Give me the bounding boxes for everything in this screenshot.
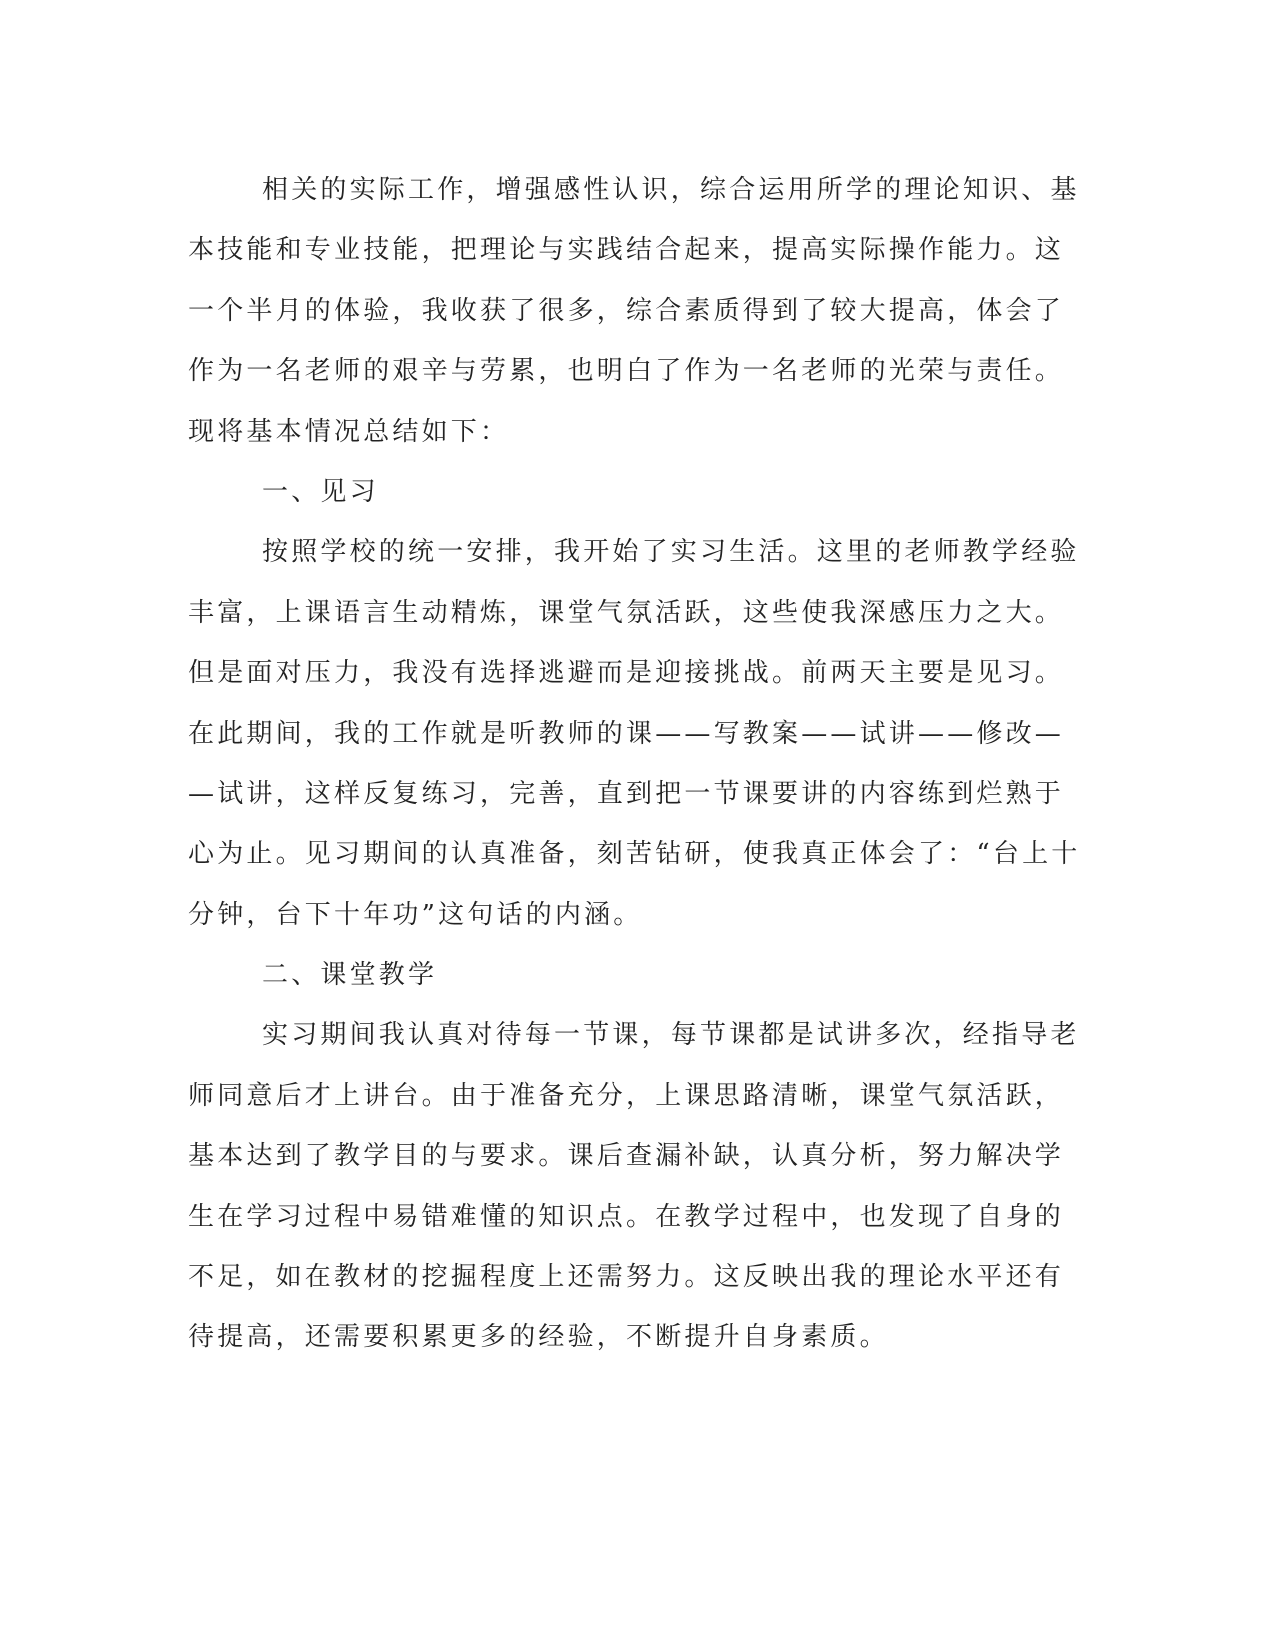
paragraph-line: 实习期间我认真对待每一节课，每节课都是试讲多次，经指导老 (262, 1020, 1080, 1051)
paragraph-line: 不足，如在教材的挖掘程度上还需努力。这反映出我的理论水平还有 (188, 1262, 1065, 1293)
paragraph-line: 心为止。见习期间的认真准备，刻苦钻研，使我真正体会了：“台上十 (188, 839, 1081, 870)
paragraph-line: 相关的实际工作，增强感性认识，综合运用所学的理论知识、基 (262, 175, 1080, 205)
paragraph-line: 现将基本情况总结如下： (188, 416, 510, 447)
paragraph-line: 师同意后才上讲台。由于准备充分，上课思路清晰，课堂气氛活跃， (188, 1080, 1065, 1111)
paragraph-line: —试讲，这样反复练习，完善，直到把一节课要讲的内容练到烂熟于 (188, 778, 1065, 809)
paragraph-line: 基本达到了教学目的与要求。课后查漏补缺，认真分析，努力解决学 (188, 1141, 1065, 1172)
paragraph-line: 但是面对压力，我没有选择逃避而是迎接挑战。前两天主要是见习。 (188, 658, 1065, 689)
section-heading-classroom-teaching: 二、课堂教学 (262, 960, 438, 991)
section-heading-jianxi: 一、见习 (262, 476, 379, 507)
paragraph-line: 本技能和专业技能，把理论与实践结合起来，提高实际操作能力。这 (188, 235, 1065, 266)
paragraph-line: 作为一名老师的艰辛与劳累，也明白了作为一名老师的光荣与责任。 (188, 356, 1065, 387)
paragraph-line: 分钟，台下十年功”这句话的内涵。 (188, 899, 643, 930)
paragraph-line: 待提高，还需要积累更多的经验，不断提升自身素质。 (188, 1322, 889, 1353)
document-body (188, 160, 1081, 1368)
paragraph-line: 一个半月的体验，我收获了很多，综合素质得到了较大提高，体会了 (188, 295, 1065, 326)
paragraph-line: 在此期间，我的工作就是听教师的课——写教案——试讲——修改— (188, 718, 1065, 749)
paragraph-line: 生在学习过程中易错难懂的知识点。在教学过程中，也发现了自身的 (188, 1201, 1065, 1232)
paragraph-line: 丰富，上课语言生动精炼，课堂气氛活跃，这些使我深感压力之大。 (188, 597, 1065, 628)
paragraph-line: 按照学校的统一安排，我开始了实习生活。这里的老师教学经验 (262, 537, 1080, 568)
